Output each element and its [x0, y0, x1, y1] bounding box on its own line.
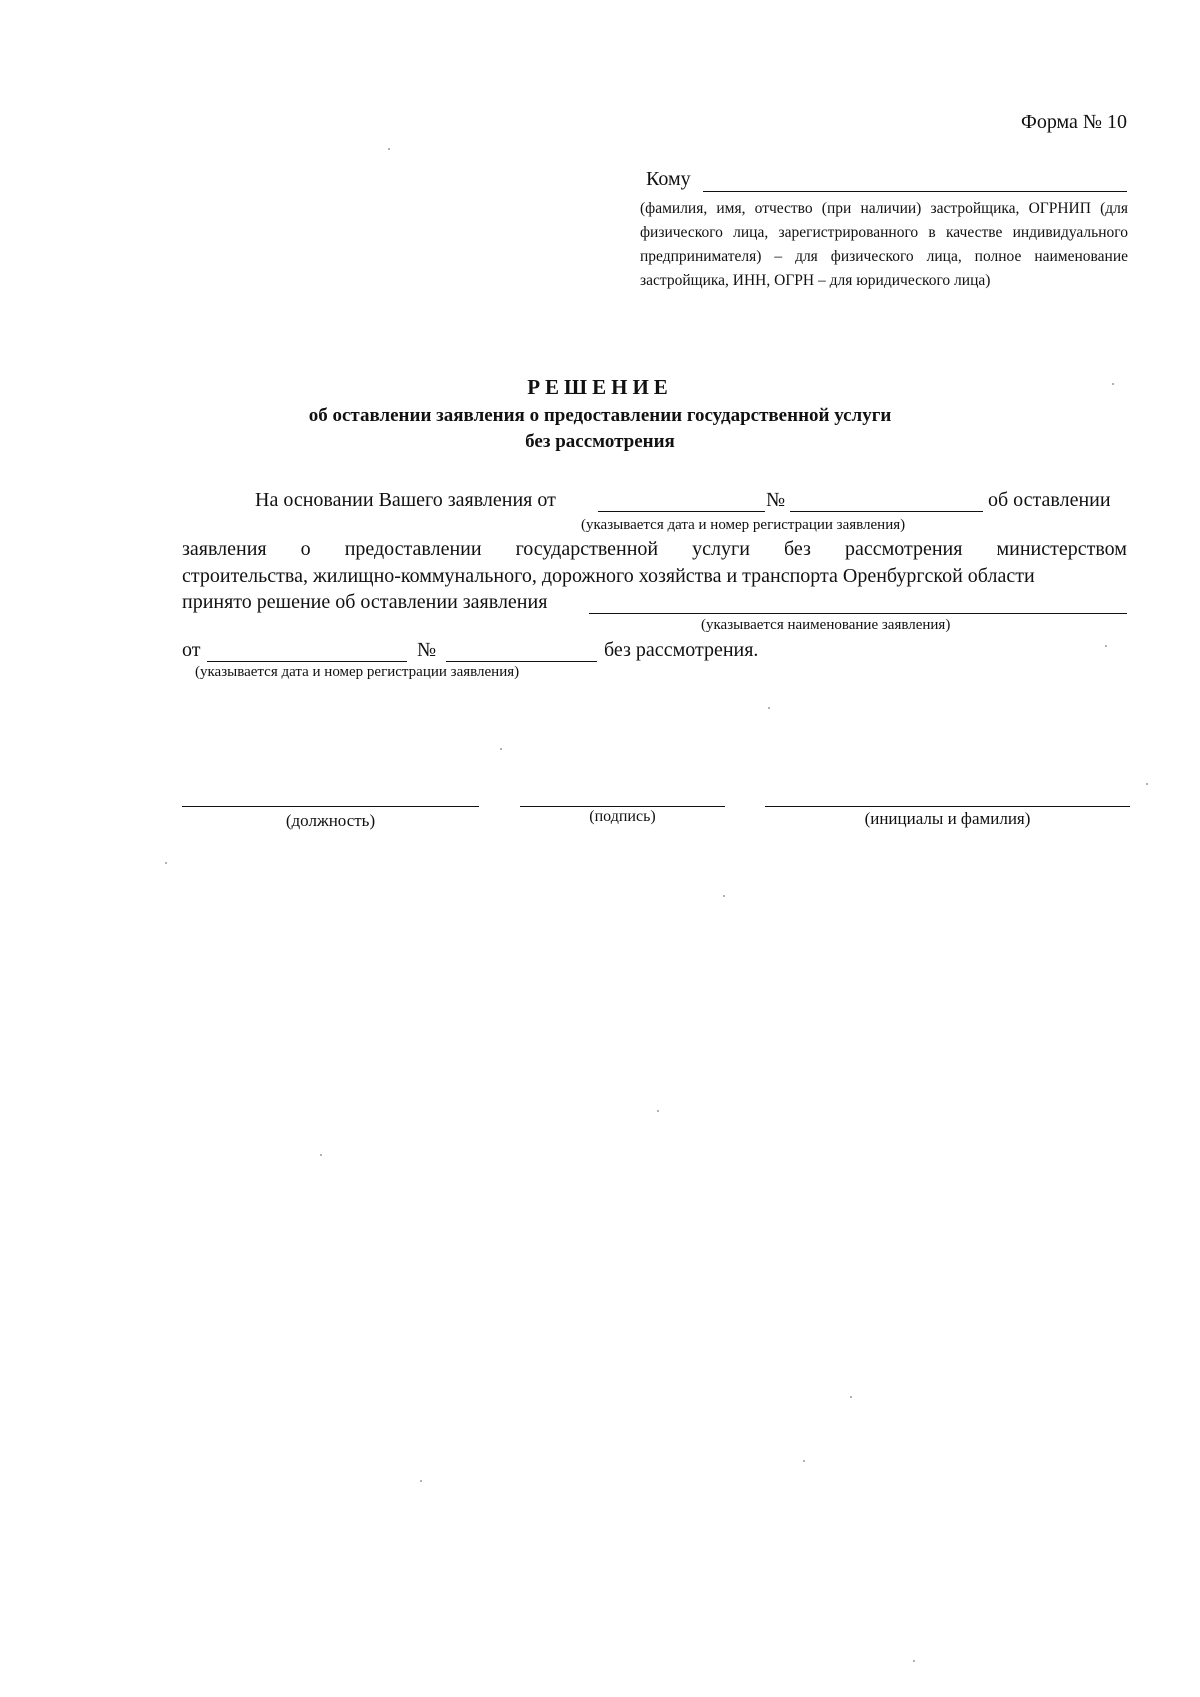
scan-speck [723, 895, 725, 897]
hint-date-number: (указывается дата и номер регистрации заявления) [581, 517, 906, 533]
position-line [182, 806, 479, 807]
recipient-field-line [703, 191, 1127, 192]
scan-speck [768, 707, 770, 709]
number-sign-2: № [417, 639, 437, 661]
scan-speck [500, 748, 502, 750]
name-label: (инициалы и фамилия) [864, 809, 1031, 828]
application-number-field-line [790, 511, 983, 512]
scan-speck [1146, 783, 1148, 785]
basis-text: На основании Вашего заявления от [255, 489, 556, 511]
scan-speck [420, 1480, 422, 1482]
document-subtitle-line-1: об оставлении заявления о предоставлении государственной услуги [308, 405, 892, 426]
hint-date-number-2: (указывается дата и номер регистрации заявления) [195, 664, 520, 680]
form-number: Форма № 10 [1021, 111, 1127, 133]
hint-application-name: (указывается наименование заявления) [701, 617, 951, 633]
scan-speck [1105, 645, 1107, 647]
signature-line [520, 806, 725, 807]
paragraph-word: министерством [996, 538, 1127, 560]
paragraph-line-2: строительства, жилищно-коммунального, дорожного хозяйства и транспорта Оренбургской области [182, 565, 1035, 587]
scan-speck [913, 1660, 915, 1662]
name-line [765, 806, 1130, 807]
scan-speck [850, 1396, 852, 1398]
paragraph-word: о [300, 538, 311, 560]
paragraph-word: заявления [182, 538, 267, 560]
scan-speck [657, 1110, 659, 1112]
paragraph-word: государственной [515, 538, 659, 560]
application-date-field-line [598, 511, 765, 512]
recipient-note: (фамилия, имя, отчество (при наличии) застройщика, ОГРНИП (для физического лица, зарегистрированного в качестве индивидуального предпринимателя) – для физического лица, полное наименование застройщика, ИНН, ОГРН – для юридического лица) [640, 200, 1128, 289]
number-sign: № [766, 489, 786, 511]
scan-speck [320, 1154, 322, 1156]
paragraph-line-3: принято решение об оставлении заявления [182, 591, 548, 613]
application-name-field-line [589, 613, 1127, 614]
signature-label: (подпись) [589, 808, 656, 825]
scan-speck [1112, 383, 1114, 385]
registration-number-field-line [446, 661, 597, 662]
paragraph-word: без [783, 538, 811, 560]
without-review-text: без рассмотрения. [604, 639, 759, 661]
paragraph-line-1 [182, 538, 1127, 564]
document-title: РЕШЕНИЕ [527, 375, 673, 399]
registration-date-field-line [207, 661, 407, 662]
scan-speck [803, 1460, 805, 1462]
position-label: (должность) [285, 811, 376, 830]
scan-speck [165, 862, 167, 864]
about-leaving-text: об оставлении [988, 489, 1111, 511]
paragraph-word: рассмотрения [844, 538, 963, 560]
paragraph-word: предоставлении [344, 538, 482, 560]
recipient-label: Кому [646, 168, 691, 190]
document-subtitle-line-2: без рассмотрения [525, 431, 675, 452]
scan-speck [388, 148, 390, 150]
paragraph-word: услуги [692, 538, 750, 560]
from-label: от [182, 639, 201, 661]
